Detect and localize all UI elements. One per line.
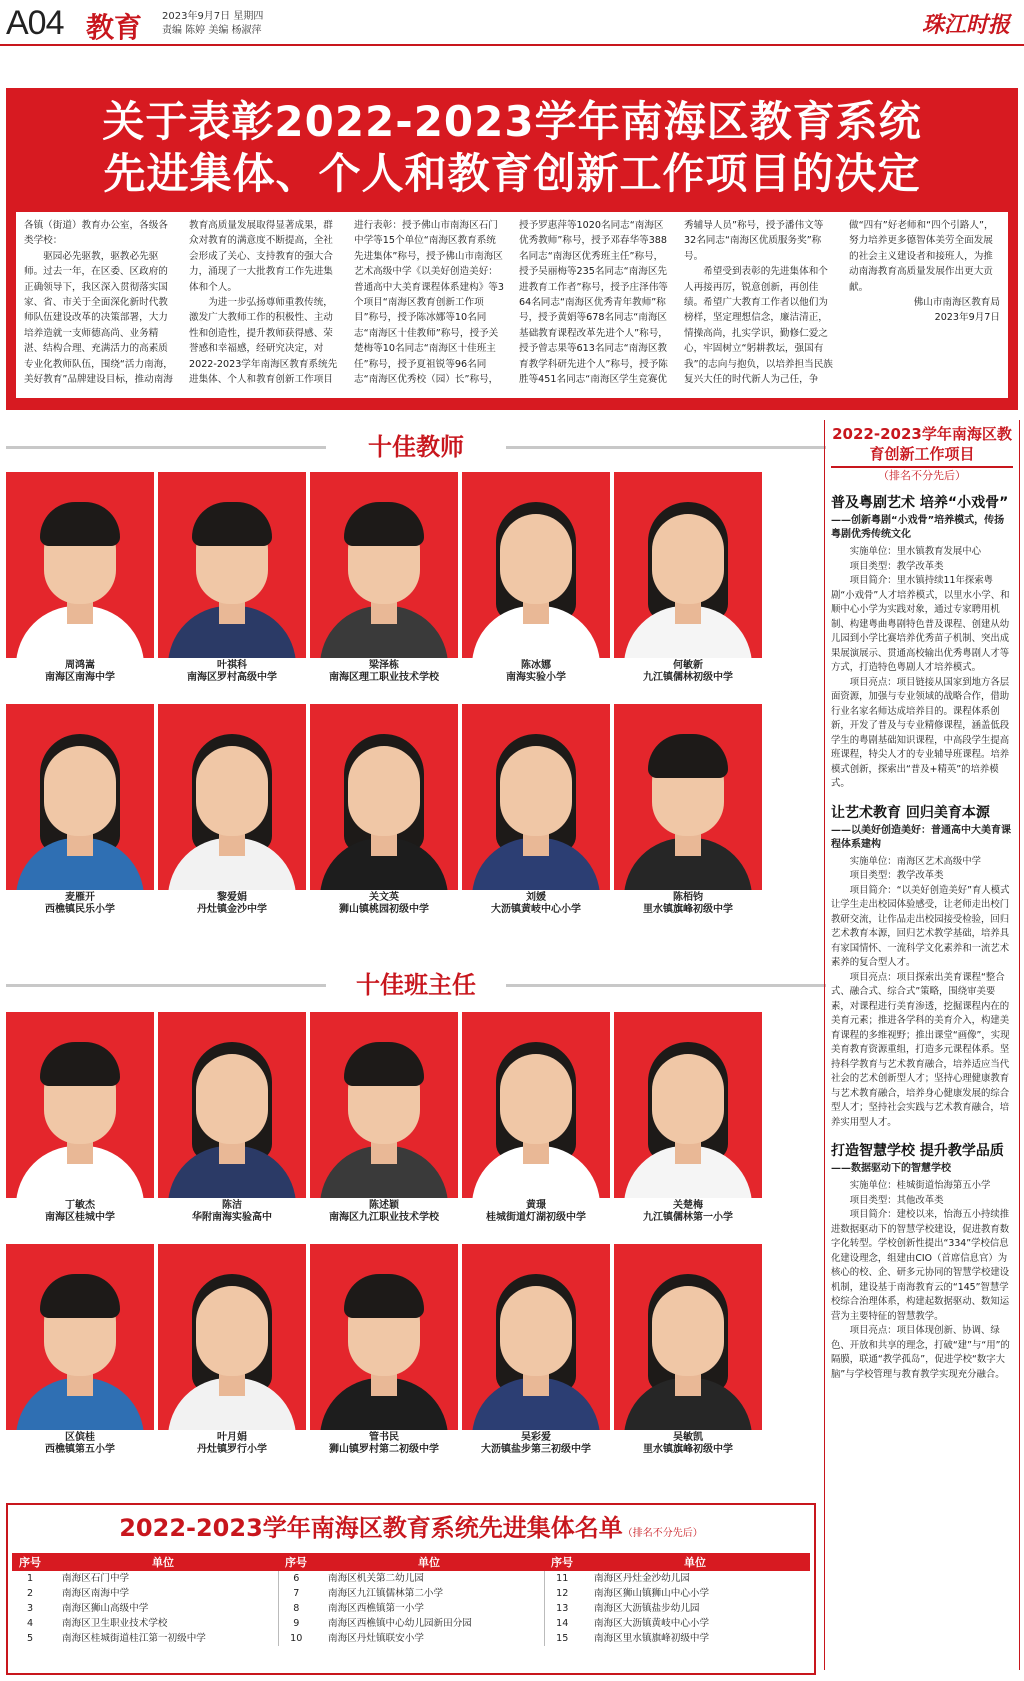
person-card: [158, 472, 306, 682]
decision-banner: [6, 88, 1018, 410]
table-row: [12, 1616, 810, 1631]
person-name: 陈栢钧: [673, 892, 703, 903]
person-card: [614, 472, 762, 682]
portrait-photo: [310, 1244, 458, 1430]
person-card: [158, 704, 306, 914]
project-subtitle: ——以美好创造美好：普通高中大美育课程体系建构: [831, 824, 1011, 850]
decision-sign-org: 佛山市南海区教育局: [913, 297, 1000, 309]
unit-number: 2: [26, 1588, 34, 1599]
face-shape: [652, 1286, 724, 1376]
person-school: 南海区九江职业技术学校: [329, 1212, 439, 1223]
portrait-photo: [6, 472, 154, 658]
units-header-row: [12, 1553, 810, 1571]
project-item: [831, 804, 1013, 1131]
project-line: 项目类型：教学改革类: [849, 870, 944, 881]
portrait-photo: [614, 704, 762, 890]
unit-name: 南海区桂城街道桂江第一初级中学: [62, 1633, 206, 1644]
project-line: 项目简介：建校以来，怡海五小持续推进数据驱动下的智慧学校建设，促进教育数字化转型。学校创新性提出“334”学校信息化建设理念，组建由CIO（首席信息官）为核心的校、企、研多元协同的智慧学校建设机制，建设基于南海教育云的“145”智慧学校综合治理体系，构建起数据驱动、数知运营为主要特征的智慧教学。: [831, 1209, 1010, 1322]
page-number: A04: [6, 4, 64, 42]
unit-number: 5: [26, 1633, 34, 1644]
portrait-photo: [462, 1244, 610, 1430]
unit-number: 12: [544, 1586, 580, 1601]
project-line: 实施单位：南海区艺术高级中学: [849, 855, 982, 867]
project-line: 项目类型：其他改革类: [849, 1194, 944, 1206]
project-subtitle: ——数据驱动下的智慧学校: [831, 1163, 951, 1174]
project-line: 项目亮点：项目链接从国家到地方各层面资源，加强与专业领域的战略合作，借助行业名家名师达成培养目的。课程体系创新，开发了普及与专业精修课程，涵盖低段学生的粤剧基础知识课程，中高段学生提高班课程，特尖人才的专业辅导班课程。培养模式创新，探索出“普及+精英”的培养模式。: [831, 676, 1010, 789]
person-card: [614, 1012, 762, 1222]
person-card: [158, 1012, 306, 1222]
face-shape: [652, 1054, 724, 1144]
person-school: 九江镇儒林第一小学: [643, 1212, 733, 1223]
person-name: 吴彩爱: [521, 1432, 551, 1443]
person-card: [6, 1012, 154, 1222]
hair-shape: [40, 1042, 120, 1086]
unit-name: 南海区丹灶金沙幼儿园: [594, 1573, 690, 1584]
portrait-photo: [462, 472, 610, 658]
person-school: 南海区理工职业技术学校: [329, 672, 439, 683]
unit-number: 15: [544, 1631, 580, 1646]
face-shape: [44, 746, 116, 836]
person-card: [310, 472, 458, 682]
unit-number: 8: [278, 1601, 314, 1616]
person-school: 狮山镇罗村第二初级中学: [329, 1444, 439, 1455]
person-name: 周鸿嵩: [65, 660, 95, 671]
units-note: （排名不分先后）: [622, 1528, 703, 1539]
person-name: 刘媛: [526, 892, 546, 903]
project-title: 打造智慧学校 提升教学品质: [831, 1143, 1004, 1159]
portrait-photo: [310, 472, 458, 658]
person-school: 大沥镇盐步第三初级中学: [481, 1444, 591, 1455]
sidebar-title: 2022-2023学年南海区教育创新工作项目: [831, 424, 1013, 468]
unit-number: 4: [26, 1618, 34, 1629]
portrait-photo: [158, 1012, 306, 1198]
decision-paragraph: 驱园必先驱教，驱教必先驱师。过去一年，在区委、区政府的正确领导下，我区深入贯彻落实国家、省、市关于全面深化新时代教师队伍建设改革的决策部署，大力培养造就一支师德高尚、业务精湛、结构合理、充满活力的高素质专业化教师队伍，围绕“活力南海，美好教育”品牌建设目标，推动南海教育高质量发展取得显著成果，群众对教育的满意度不断提高，全社会形成了关心、支持教育的强大合力，涌现了一大批教育工作先进集体和个人。: [24, 220, 333, 386]
portrait-photo: [6, 704, 154, 890]
sidebar-note: （排名不分先后）: [878, 469, 966, 482]
person-school: 丹灶镇罗行小学: [197, 1444, 267, 1455]
person-card: [6, 1244, 154, 1454]
section-title: 十佳教师: [368, 433, 464, 461]
hair-shape: [192, 502, 272, 546]
project-line: 项目简介：“以美好创造美好”育人模式让学生走出校园体验感受，让老师走出校门教研交流，让作品走出校园接受检验，回归艺术教育本源，回归艺术教学基础，培养具有家国情怀、一流科学文化素养和一流艺术素养的复合型人才。: [831, 884, 1010, 968]
face-shape: [500, 746, 572, 836]
person-name: 何敏新: [673, 660, 703, 671]
project-list: [831, 494, 1013, 1382]
face-shape: [500, 1286, 572, 1376]
portrait-photo: [614, 1012, 762, 1198]
person-school: 南海区南海中学: [45, 672, 115, 683]
unit-name: 南海区九江镇儒林第二小学: [328, 1588, 444, 1599]
hair-shape: [344, 1042, 424, 1086]
issue-date: 2023年9月7日 星期四: [162, 11, 264, 22]
person-school: 大沥镇黄岐中心小学: [491, 904, 581, 915]
person-card: [310, 1244, 458, 1454]
table-row: [12, 1586, 810, 1601]
unit-name: 南海区丹灶镇联安小学: [328, 1633, 424, 1644]
project-title: 普及粤剧艺术 培养“小戏骨”: [831, 495, 1009, 511]
unit-name: 南海区里水镇旗峰初级中学: [594, 1633, 710, 1644]
portrait-photo: [310, 1012, 458, 1198]
heading-rule: [506, 446, 826, 449]
portrait-photo: [6, 1012, 154, 1198]
edition-info: [162, 10, 263, 38]
portrait-photo: [158, 704, 306, 890]
units-title: [8, 1513, 814, 1549]
person-card: [462, 704, 610, 914]
decision-salute: 各镇（街道）教育办公室，各级各类学校：: [24, 220, 168, 247]
face-shape: [196, 746, 268, 836]
hair-shape: [344, 1274, 424, 1318]
person-school: 狮山镇桃园初级中学: [339, 904, 429, 915]
unit-name: 南海区西樵镇中心幼儿园新田分园: [328, 1618, 472, 1629]
person-school: 南海区罗村高级中学: [187, 672, 277, 683]
person-card: [462, 1012, 610, 1222]
person-school: 南海实验小学: [506, 672, 566, 683]
face-shape: [500, 514, 572, 604]
units-table: [12, 1553, 810, 1646]
person-school: 丹灶镇金沙中学: [197, 904, 267, 915]
hair-shape: [40, 1274, 120, 1318]
unit-name: 南海区狮山镇狮山中心小学: [594, 1588, 710, 1599]
section-heading-headteachers: [6, 970, 826, 1000]
table-row: [12, 1601, 810, 1616]
project-line: 实施单位：桂城街道怡海第五小学: [849, 1180, 991, 1191]
decision-title: [6, 96, 1018, 200]
person-card: [614, 704, 762, 914]
hair-shape: [648, 734, 728, 778]
project-subtitle: ——创新粤剧“小戏骨”培养模式，传扬粤剧优秀传统文化: [831, 515, 1005, 540]
unit-number: 6: [278, 1571, 314, 1586]
col-no: 序号: [278, 1553, 314, 1571]
person-name: 管书民: [369, 1432, 399, 1443]
hair-shape: [40, 502, 120, 546]
unit-name: 南海区石门中学: [62, 1573, 130, 1584]
heading-rule: [506, 984, 826, 987]
project-title: 让艺术教育 回归美育本源: [831, 804, 990, 821]
person-card: [310, 704, 458, 914]
decision-paragraph: 为进一步弘扬尊师重教传统，激发广大教师工作的积极性、主动性和创造性，提升教师获得感、荣誉感和幸福感，经研究决定，对2022-2023学年南海区教育系统先进集体、个人和教育创新工作项目进行表彰：授予佛山市南海区石门中学等15个单位“南海区教育系统先进集体”称号，授予佛山市南海区艺术高级中学《以美好创造美好：普通高中大美育课程体系建构》等3个项目“南海区教育创新工作项目”称号，授予陈冰娜等10名同志“南海区十佳教师”称号，授予关楚梅等10名同志“南海区十佳班主任”称号，授予夏祖锐等96名同志“南海区优秀校（园）长”称号，授予罗惠萍等1020名同志“南海区优秀教师”称号，授予邓春华等388名同志“南海区优秀班主任”称号，授予吴丽梅等235名同志“南海区先进教育工作者”称号，授予庄泽伟等64名同志“南海区优秀青年教师”称号，授予黄娟等678名同志“南海区基础教育课程改革先进个人”称号，授予曾志果等613名同志“南海区教育教学科研先进个人”称号，授予陈胜等451名同志“南海区学生竞赛优秀辅导人员”称号，授予潘伟文等32名同志“南海区优质服务奖”称号。: [189, 220, 824, 386]
innovation-projects-sidebar: [824, 420, 1020, 1670]
project-item: [831, 1142, 1013, 1382]
decision-sign-date: 2023年9月7日: [934, 312, 1000, 324]
hair-shape: [344, 502, 424, 546]
person-name: 叶月娟: [217, 1432, 247, 1443]
table-row: [12, 1631, 810, 1646]
unit-number: 14: [544, 1616, 580, 1631]
person-name: 黎爱娟: [217, 892, 247, 903]
decision-title-line1: 关于表彰2022-2023学年南海区教育系统: [102, 97, 922, 146]
person-card: [462, 1244, 610, 1454]
face-shape: [196, 1054, 268, 1144]
person-name: 吴敏凯: [673, 1432, 703, 1443]
project-line: 项目亮点：项目探索出美育课程“整合式、融合式、综合式”策略，围绕审美要素，对课程进行美育渗透，挖掘课程内在的美育元素；推进各学科的美育介入，构建美育课程的多维视野；推出课堂“画像”，实现美育教育资源重组，打造多元课程体系。坚持科学教育与艺术教育融合，培养适应当代社会的艺术创新型人才；坚持心理健康教育与艺术教育融合，培养身心健康发展的综合型人才；坚持社会实践与艺术教育融合，培养实用型人才。: [831, 971, 1010, 1128]
project-line: 项目类型：教学改革类: [849, 560, 944, 572]
person-card: [158, 1244, 306, 1454]
portrait-photo: [158, 472, 306, 658]
advanced-units-panel: [6, 1503, 816, 1675]
col-unit: 单位: [314, 1553, 544, 1571]
person-name: 叶祺科: [217, 660, 247, 671]
person-school: 里水镇旗峰初级中学: [643, 904, 733, 915]
col-no: 序号: [12, 1553, 48, 1571]
person-name: 关楚梅: [673, 1200, 703, 1211]
section-name: 教育: [86, 11, 143, 44]
face-shape: [196, 1286, 268, 1376]
unit-name: 南海区卫生职业技术学校: [62, 1618, 168, 1629]
unit-number: 1: [26, 1573, 34, 1584]
person-name: 区傧桂: [65, 1432, 95, 1443]
portrait-photo: [462, 1012, 610, 1198]
person-card: [6, 472, 154, 682]
section-title: 十佳班主任: [356, 971, 476, 999]
unit-number: 3: [26, 1603, 34, 1614]
portrait-photo: [310, 704, 458, 890]
unit-name: 南海区狮山高级中学: [62, 1603, 149, 1614]
unit-name: 南海区南海中学: [62, 1588, 130, 1599]
table-row: [12, 1571, 810, 1586]
unit-number: 13: [544, 1601, 580, 1616]
person-name: 陈冰娜: [521, 660, 551, 671]
decision-body: [16, 212, 1008, 398]
portrait-photo: [158, 1244, 306, 1430]
person-school: 九江镇儒林初级中学: [643, 672, 733, 683]
decision-paragraph: 希望受到表彰的先进集体和个人再接再厉，锐意创新，再创佳绩。希望广大教育工作者以他们为榜样，坚定理想信念，廉洁清正，情操高尚，扎实学识，勤修仁爱之心，牢固树立“躬耕教坛，强国有我”的志向与抱负，以培养担当民族复兴大任的时代新人为己任，争做“四有”好老师和“四个引路人”，努力培养更多德智体美劳全面发展的社会主义建设者和接班人，为推动南海教育高质量发展作出更大贡献。: [684, 220, 994, 386]
unit-name: 南海区机关第二幼儿园: [328, 1573, 424, 1584]
person-card: [462, 472, 610, 682]
unit-name: 南海区大沥镇盐步幼儿园: [594, 1603, 700, 1614]
project-line: 项目简介：里水镇持续11年探索粤剧“小戏骨”人才培养模式，以里水小学、和顺中心小学为实践对象，通过专家聘用机制、构建粤曲粤剧特色普及课程、创建从幼儿园到小学比赛培养优秀苗子机制、突出成果展演展示、贯通高校输出优秀粤剧人才等方式，打造特色粤剧人才培养模式。: [831, 575, 1010, 673]
face-shape: [652, 514, 724, 604]
person-name: 关文英: [369, 892, 399, 903]
col-unit: 单位: [580, 1553, 810, 1571]
section-heading-teachers: [6, 432, 826, 462]
project-line: 实施单位：里水镇教育发展中心: [849, 546, 982, 557]
col-unit: 单位: [48, 1553, 278, 1571]
person-school: 华附南海实验高中: [192, 1212, 272, 1223]
project-line: 项目亮点：项目体现创新、协调、绿色、开放和共享的理念，打破“建”与“用”的隔膜，联通“教学孤岛”，促进学校“数字大脑”与学校管理与教育教学实现充分融合。: [831, 1325, 1010, 1380]
person-school: 西樵镇第五小学: [45, 1444, 115, 1455]
units-title-text: 2022-2023学年南海区教育系统先进集体名单: [119, 1514, 623, 1542]
person-name: 麦雁开: [65, 892, 95, 903]
person-school: 南海区桂城中学: [45, 1212, 115, 1223]
portrait-photo: [6, 1244, 154, 1430]
unit-name: 南海区西樵镇第一小学: [328, 1603, 424, 1614]
person-school: 西樵镇民乐小学: [45, 904, 115, 915]
unit-number: 11: [544, 1571, 580, 1586]
person-school: 桂城街道灯湖初级中学: [486, 1212, 586, 1223]
portrait-photo: [462, 704, 610, 890]
newspaper-logo: 珠江时报: [921, 12, 1010, 38]
project-item: [831, 494, 1013, 792]
person-name: 黄璟: [526, 1200, 546, 1211]
unit-number: 9: [278, 1616, 314, 1631]
person-name: 陈洁: [222, 1200, 242, 1211]
person-card: [310, 1012, 458, 1222]
unit-number: 10: [278, 1631, 314, 1646]
person-name: 陈述颖: [369, 1200, 399, 1211]
person-card: [6, 704, 154, 914]
person-school: 里水镇旗峰初级中学: [643, 1444, 733, 1455]
portrait-photo: [614, 472, 762, 658]
face-shape: [348, 746, 420, 836]
col-no: 序号: [544, 1553, 580, 1571]
person-name: 丁敏杰: [65, 1200, 95, 1211]
face-shape: [500, 1054, 572, 1144]
editors: 责编 陈婷 美编 杨淑萍: [162, 25, 262, 36]
unit-name: 南海区大沥镇黄岐中心小学: [594, 1618, 710, 1629]
unit-number: 7: [278, 1586, 314, 1601]
masthead: [0, 0, 1024, 46]
person-card: [614, 1244, 762, 1454]
portrait-photo: [614, 1244, 762, 1430]
person-name: 梁泽栋: [369, 660, 399, 671]
decision-title-line2: 先进集体、个人和教育创新工作项目的决定: [103, 149, 921, 198]
